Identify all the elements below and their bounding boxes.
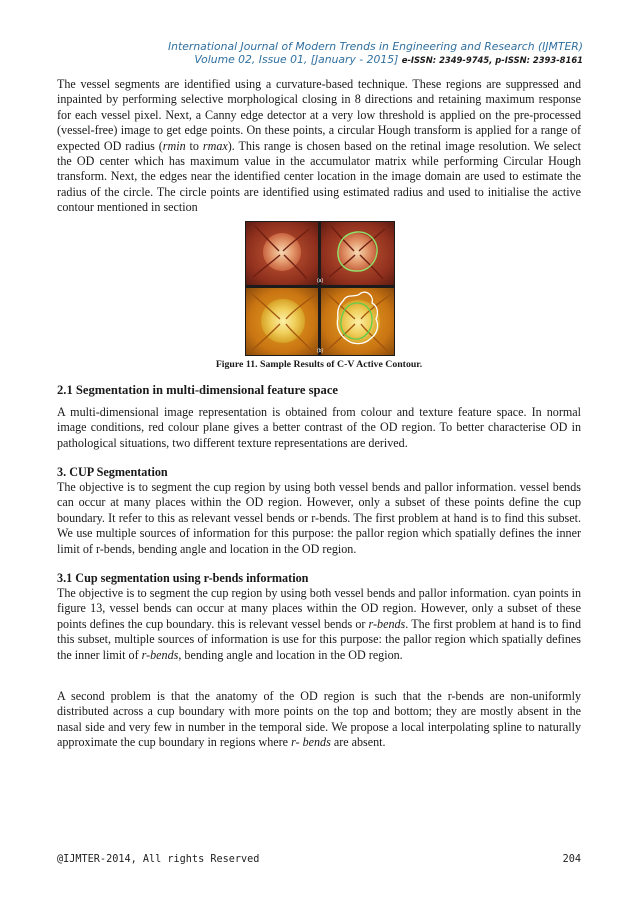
issn-numbers: e-ISSN: 2349-9745, p-ISSN: 2393-8161	[401, 55, 583, 65]
paragraph-feature-space	[57, 405, 581, 451]
volume-issue: Volume 02, Issue 01, [January - 2015]	[194, 53, 399, 66]
figure-label-b: (b)	[317, 348, 324, 354]
rmax-term: rmax	[202, 138, 228, 153]
panel-b-right	[321, 288, 394, 355]
heading-3-1: 3.1 Cup segmentation using r-bends information	[57, 571, 309, 585]
figure-11-image	[245, 221, 395, 356]
second-problem-text-a: A second problem is that the anatomy of the OD region is such that the r-bends are non-uniformly distributed across a cup boundary with more points on the top and bottom; they are mostly absent in the nasal side and very few in number in the temporal side. We propose a local interpolating spline to naturally approximate the cup boundary in regions where	[57, 689, 581, 750]
section31-text-b: . The first problem at hand is to find this subset, multiple sources of information is use for this purpose: the pallor region which spatially defines the inner limit of	[57, 616, 581, 662]
paragraph-r-bends	[57, 586, 581, 663]
figure-label-a: (a)	[317, 278, 324, 284]
para1-text-b: ). This range is chosen based on the retinal image resolution. We select the OD center which has maximum value in the accumulator matrix while performing Circular Hough transform. Next, the edges near the identified center location in the image domain are used to estimate the radius of the circle. The circle points are identified using estimated radius and used to initialise the active contour mentioned in section	[57, 138, 581, 215]
section3-text: The objective is to segment the cup region by using both vessel bends and pallor information. vessel bends can occur at many places within the OD region. However, only a subset of these points define the cup boundary. It refer to this as relevant vessel bends or r-bends. The first problem at hand is to find this subset. We use multiple sources of information for this purpose: the pallor region which spatially defines the inner limit of r-bends, bending angle and location in the OD region.	[57, 480, 581, 556]
panel-a-left	[246, 222, 318, 285]
section31-text-a: The objective is to segment the cup region by using both vessel bends and pallor information. cyan points in figure 13, vessel bends can occur at many places within the OD region. However, only a subset of these points defines the cup boundary. this is relevant vessel bends or	[57, 586, 581, 631]
journal-title: International Journal of Modern Trends in Engineering and Research (IJMTER)	[168, 40, 583, 53]
second-problem-text-b: are absent.	[330, 735, 386, 750]
page-footer	[57, 854, 581, 865]
copyright-notice: @IJMTER-2014, All rights Reserved	[57, 854, 260, 865]
heading-2-1: 2.1 Segmentation in multi-dimensional feature space	[57, 383, 339, 397]
section21-text: A multi-dimensional image representation is obtained from colour and texture feature space. In normal image conditions, red colour plane gives a better contrast of the OD region. To better characterise OD in pathological situations, two different texture representations are derived.	[57, 405, 581, 450]
paragraph-second-problem	[57, 689, 581, 751]
figure-caption: Figure 11. Sample Results of C-V Active Contour.	[215, 359, 423, 370]
heading-3: 3. CUP Segmentation	[57, 465, 168, 479]
rmin-term: rmin	[162, 138, 186, 153]
panel-b-left	[246, 288, 318, 355]
paragraph-od-detection	[57, 77, 581, 216]
para1-to: to	[185, 138, 203, 153]
r-bends-term: r-bends	[368, 616, 406, 631]
journal-volume-line	[194, 53, 583, 67]
section31-text-c: , bending angle and location in the OD region.	[178, 647, 403, 662]
r-bends-term-3: r- bends	[291, 735, 331, 750]
para1-text-a: The vessel segments are identified using a curvature-based technique. These regions are suppressed and inpainted by performing selective morphological closing in 8 directions and retaining maximum response for each vessel pixel. Next, a Canny edge detector at a very low threshold is applied on the pre-processed (vessel-free) image to get edge points. On these points, a circular Hough transform is applied for a range of expected OD radius (	[57, 77, 581, 153]
page-number: 204	[562, 854, 581, 865]
panel-a-right	[321, 222, 394, 285]
paragraph-cup-segmentation	[57, 480, 581, 557]
r-bends-term-2: r-bends	[141, 647, 179, 662]
